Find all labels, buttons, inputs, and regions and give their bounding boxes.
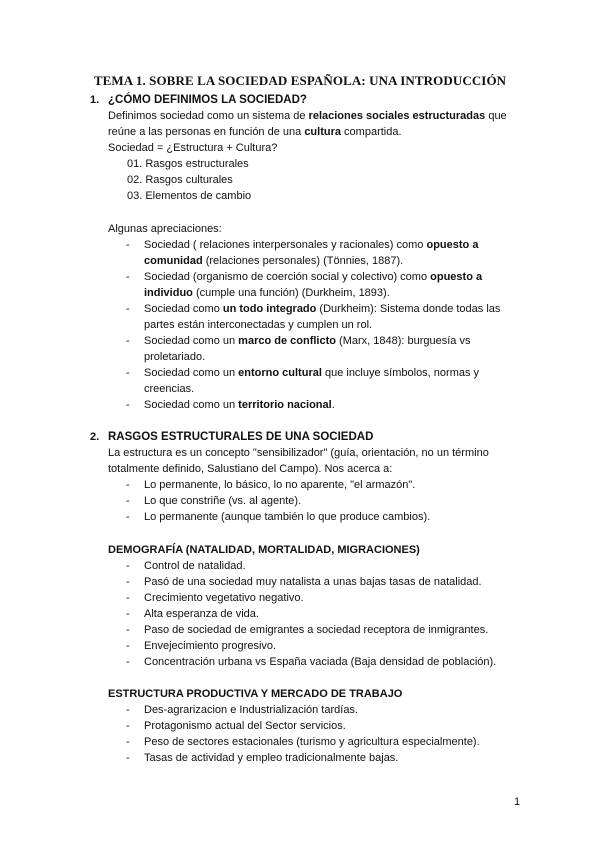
list-item: 02. Rasgos culturales xyxy=(127,174,233,186)
bullet-text: Sociedad como un todo integrado (Durkheim): Sistema donde todas las xyxy=(144,303,501,315)
bullet-text: Crecimiento vegetativo negativo. xyxy=(144,592,304,604)
bullet-text: Sociedad como un marco de conflicto (Marx, 1848): burguesía vs xyxy=(144,335,471,347)
bullet-text: Sociedad ( relaciones interpersonales y racionales) como opuesto a xyxy=(144,239,479,251)
bullet-text: Sociedad como un entorno cultural que incluye símbolos, normas y xyxy=(144,367,480,379)
bullet-dash: - xyxy=(126,239,130,251)
bullet-dash: - xyxy=(126,495,130,507)
bullet-text: Peso de sectores estacionales (turismo y agricultura especialmente). xyxy=(144,736,480,748)
bullet-dash: - xyxy=(126,736,130,748)
bullet-dash: - xyxy=(126,271,130,283)
bullet-text: comunidad (relaciones personales) (Tönnies, 1887). xyxy=(144,255,404,267)
section-1-number: 1. xyxy=(90,94,100,106)
definition-line-2: reúne a las personas en función de una cultura compartida. xyxy=(108,126,402,138)
page-number: 1 xyxy=(514,796,521,808)
bullet-dash: - xyxy=(126,560,130,572)
bullet-text: partes están interconectadas y cumplen un rol. xyxy=(144,319,373,331)
bullet-text: Paso de sociedad de emigrantes a sociedad receptora de inmigrantes. xyxy=(144,624,489,636)
bullet-dash: - xyxy=(126,624,130,636)
bullet-text: creencias. xyxy=(144,383,195,395)
productiva-heading: ESTRUCTURA PRODUCTIVA Y MERCADO DE TRABAJO xyxy=(108,688,403,700)
bullet-text: Sociedad (organismo de coerción social y colectivo) como opuesto a xyxy=(144,271,483,283)
bullet-dash: - xyxy=(126,720,130,732)
section-2-heading: RASGOS ESTRUCTURALES DE UNA SOCIEDAD xyxy=(108,431,374,443)
bullet-text: Pasó de una sociedad muy natalista a unas bajas tasas de natalidad. xyxy=(144,576,482,588)
bullet-text: Envejecimiento progresivo. xyxy=(144,640,277,652)
bullet-dash: - xyxy=(126,704,130,716)
bullet-text: Protagonismo actual del Sector servicios. xyxy=(144,720,346,732)
bullet-text: Tasas de actividad y empleo tradicionalmente bajas. xyxy=(144,752,399,764)
bullet-dash: - xyxy=(126,656,130,668)
apreciaciones-label: Algunas apreciaciones: xyxy=(108,223,222,235)
bullet-text: Alta esperanza de vida. xyxy=(144,608,259,620)
bullet-dash: - xyxy=(126,592,130,604)
bullet-text: Des-agrarizacion e Industrialización tardías. xyxy=(144,704,358,716)
bullet-text: Lo que constriñe (vs. al agente). xyxy=(144,495,302,507)
bullet-text: individuo (cumple una función) (Durkheim, 1893). xyxy=(144,287,390,299)
page-title: TEMA 1. SOBRE LA SOCIEDAD ESPAÑOLA: UNA INTRODUCCIÓN xyxy=(93,73,507,88)
bullet-dash: - xyxy=(126,367,130,379)
list-item: 03. Elementos de cambio xyxy=(127,190,252,202)
structure-paragraph-line-1: La estructura es un concepto "sensibilizador" (guía, orientación, no un término xyxy=(108,447,489,459)
bullet-dash: - xyxy=(126,576,130,588)
bullet-dash: - xyxy=(126,640,130,652)
bullet-dash: - xyxy=(126,335,130,347)
bullet-text: Lo permanente (aunque también lo que produce cambios). xyxy=(144,511,431,523)
bullet-text: Lo permanente, lo básico, lo no aparente, "el armazón". xyxy=(144,479,416,491)
structure-paragraph-line-2: totalmente definido, Salustiano del Campo). Nos acerca a: xyxy=(108,463,393,475)
bullet-dash: - xyxy=(126,479,130,491)
bullet-text: Control de natalidad. xyxy=(144,560,246,572)
bullet-text: Concentración urbana vs España vaciada (Baja densidad de población). xyxy=(144,656,497,668)
formula-line: Sociedad = ¿Estructura + Cultura? xyxy=(108,142,278,154)
section-1-heading: ¿CÓMO DEFINIMOS LA SOCIEDAD? xyxy=(108,94,307,106)
bullet-dash: - xyxy=(126,752,130,764)
bullet-text: proletariado. xyxy=(144,351,206,363)
bullet-dash: - xyxy=(126,303,130,315)
demografia-heading: DEMOGRAFÍA (NATALIDAD, MORTALIDAD, MIGRACIONES) xyxy=(108,544,420,556)
definition-line-1: Definimos sociedad como un sistema de relaciones sociales estructuradas que xyxy=(108,110,507,122)
bullet-dash: - xyxy=(126,511,130,523)
section-2-number: 2. xyxy=(90,431,100,443)
list-item: 01. Rasgos estructurales xyxy=(127,158,249,170)
bullet-text: Sociedad como un territorio nacional. xyxy=(144,399,335,411)
bullet-dash: - xyxy=(126,608,130,620)
bullet-dash: - xyxy=(126,399,130,411)
